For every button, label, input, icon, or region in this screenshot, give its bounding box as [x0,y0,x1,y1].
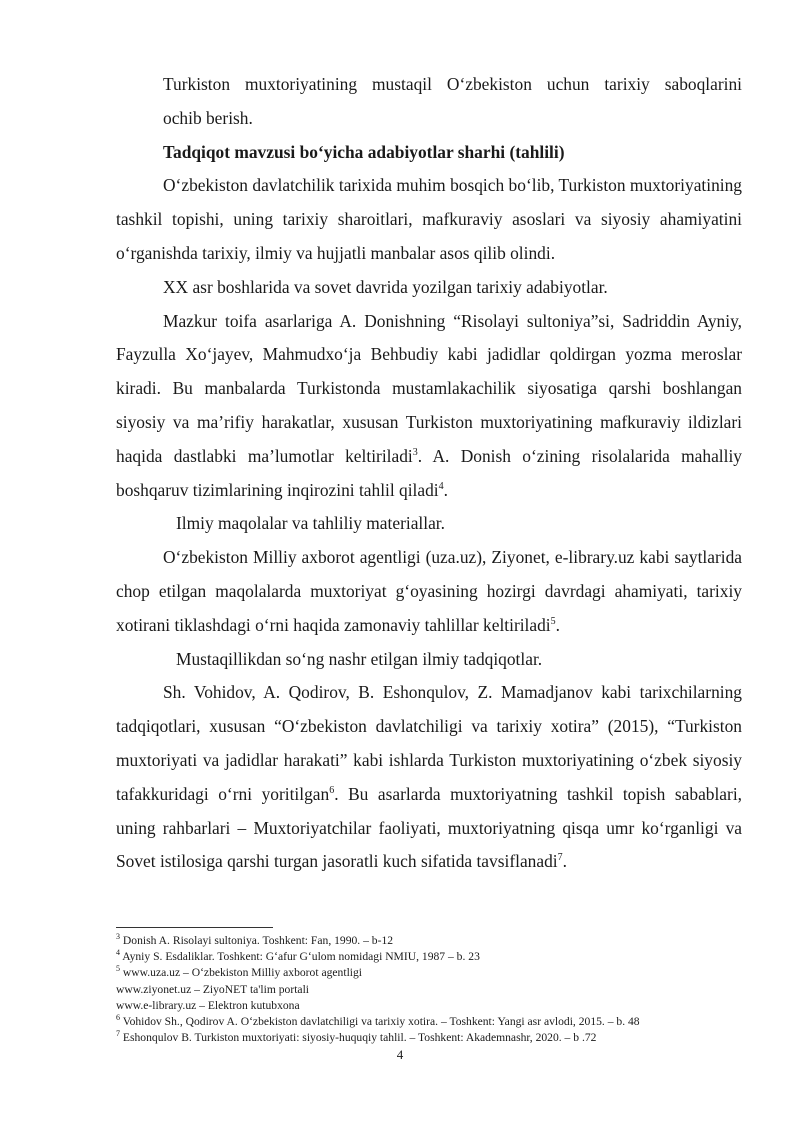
footnote-number: 4 [116,948,120,958]
footnote-ref-3: 3 [412,446,418,458]
paragraph-3-text-a: O‘zbekiston Milliy axborot agentligi (uza.uz), Ziyonet, e-library.uz kabi saytlarida chop etilgan maqolalarda muxtoriyat g‘oyasining hozirgi davrdagi ahamiyati, tarixiy xotirani tiklashdagi o‘rni haqida zamonaviy tahlillar keltiriladi [116,547,742,635]
footnotes [116,933,756,1046]
paragraph-2-text-c: . [443,479,448,500]
body-text [116,68,742,879]
footnote-number: 7 [116,1029,120,1039]
paragraph-4 [116,676,742,879]
section-heading: Tadqiqot mavzusi bo‘yicha adabiyotlar sharhi (tahlili) [163,141,565,162]
footnote-text: Donish A. Risolayi sultoniya. Toshkent: Fan, 1990. – b-12 [122,934,394,947]
subheading-1: XX asr boshlarida va sovet davrida yozilgan tarixiy adabiyotlar. [163,276,608,297]
paragraph-3-text-b: . [555,614,560,635]
paragraph-1: O‘zbekiston davlatchilik tarixida muhim bosqich bo‘lib, Turkiston muxtoriyatining tashkil topishi, uning tarixiy sharoitlari, mafkuraviy asoslari va siyosiy ahamiyatini o‘rganishda tarixiy, ilmiy va hujjatli manbalar asos qilib olindi. [116,175,742,263]
footnote-item [116,998,756,1014]
footnote-number: 6 [116,1013,120,1023]
footnote-text: Ayniy S. Esdaliklar. Toshkent: G‘afur G‘ulom nomidagi NMIU, 1987 – b. 23 [122,950,480,964]
footnote-item [116,1014,756,1030]
footnote-ref-7: 7 [557,852,563,864]
footnote-ref-6: 6 [329,784,335,796]
paragraph-4-text-c: . [562,851,567,872]
footnote-number: 3 [116,932,120,942]
paragraph-2-text-a: Mazkur toifa asarlariga A. Donishning “Risolayi sultoniya”si, Sadriddin Ayniy, Fayzulla Xo‘jayev, Mahmudxo‘ja Behbudiy kabi jadidlar qoldirgan yozma meroslar kiradi. Bu manbalarda Turkistonda mustamlakachilik siyosatiga qarshi boshlangan siyosiy va ma’rifiy harakatlar, xususan Turkiston muxtoriyatining mafkuraviy ildizlari haqida dastlabki ma’lumotlar keltiriladi [116,310,742,466]
footnote-text: www.ziyonet.uz – ZiyoNET ta'lim portali [116,982,310,996]
footnote-separator [116,927,273,928]
paragraph-4-text-b: . Bu asarlarda muxtoriyatning tashkil topish sabablari, uning rahbarlari – Muxtoriyatchilar faoliyati, muxtoriyatning qisqa umr ko‘rganligi va Sovet istilosiga qarshi turgan jasoratli kuch sifatida tavsiflanadi [116,783,742,872]
footnote-text: www.uza.uz – O‘zbekiston Milliy axborot agentligi [122,966,363,980]
paragraph-2 [116,305,742,508]
footnote-item [116,965,756,981]
subheading-2: Ilmiy maqolalar va tahliliy materiallar. [176,513,445,534]
footnote-ref-5: 5 [550,615,556,627]
footnote-item [116,1030,756,1046]
subheading-3: Mustaqillikdan so‘ng nashr etilgan ilmiy tadqiqotlar. [176,648,543,669]
footnote-number: 5 [116,964,120,974]
page-number: 4 [396,1047,404,1062]
footnote-item [116,949,756,965]
footnote-ref-4: 4 [438,480,444,492]
paragraph-2-text-b: . A. Donish o‘zining risolalarida mahalliy boshqaruv tizimlarining inqirozini tahlil qiladi [116,445,742,500]
paragraph-4-text-a: Sh. Vohidov, A. Qodirov, B. Eshonqulov, Z. Mamadjanov kabi tarixchilarning tadqiqotlari, xususan “O‘zbekiston davlatchiligi va tarixiy xotira” (2015), “Turkiston muxtoriyati va jadidlar harakati” kabi ishlarda Turkiston muxtoriyatining o‘zbek siyosiy tafakkuridagi o‘rni yoritilgan [116,682,742,804]
footnote-text: www.e-library.uz – Elektron kutubxona [116,998,300,1012]
footnote-text: Vohidov Sh., Qodirov A. O‘zbekiston davlatchiligi va tarixiy xotira. – Toshkent: Yangi asr avlodi, 2015. – b. 48 [122,1015,640,1029]
intro-line-2: ochib berish. [163,107,253,128]
paragraph-3 [116,541,742,642]
footnote-text: Eshonqulov B. Turkiston muxtoriyati: siyosiy-huquqiy tahlil. – Toshkent: Akademnashr, 2020. – b .72 [122,1031,597,1045]
footnote-item [116,933,756,949]
intro-line-1: Turkiston muxtoriyatining mustaqil O‘zbekiston uchun tarixiy saboqlarini [163,74,742,94]
footnote-item [116,982,756,998]
